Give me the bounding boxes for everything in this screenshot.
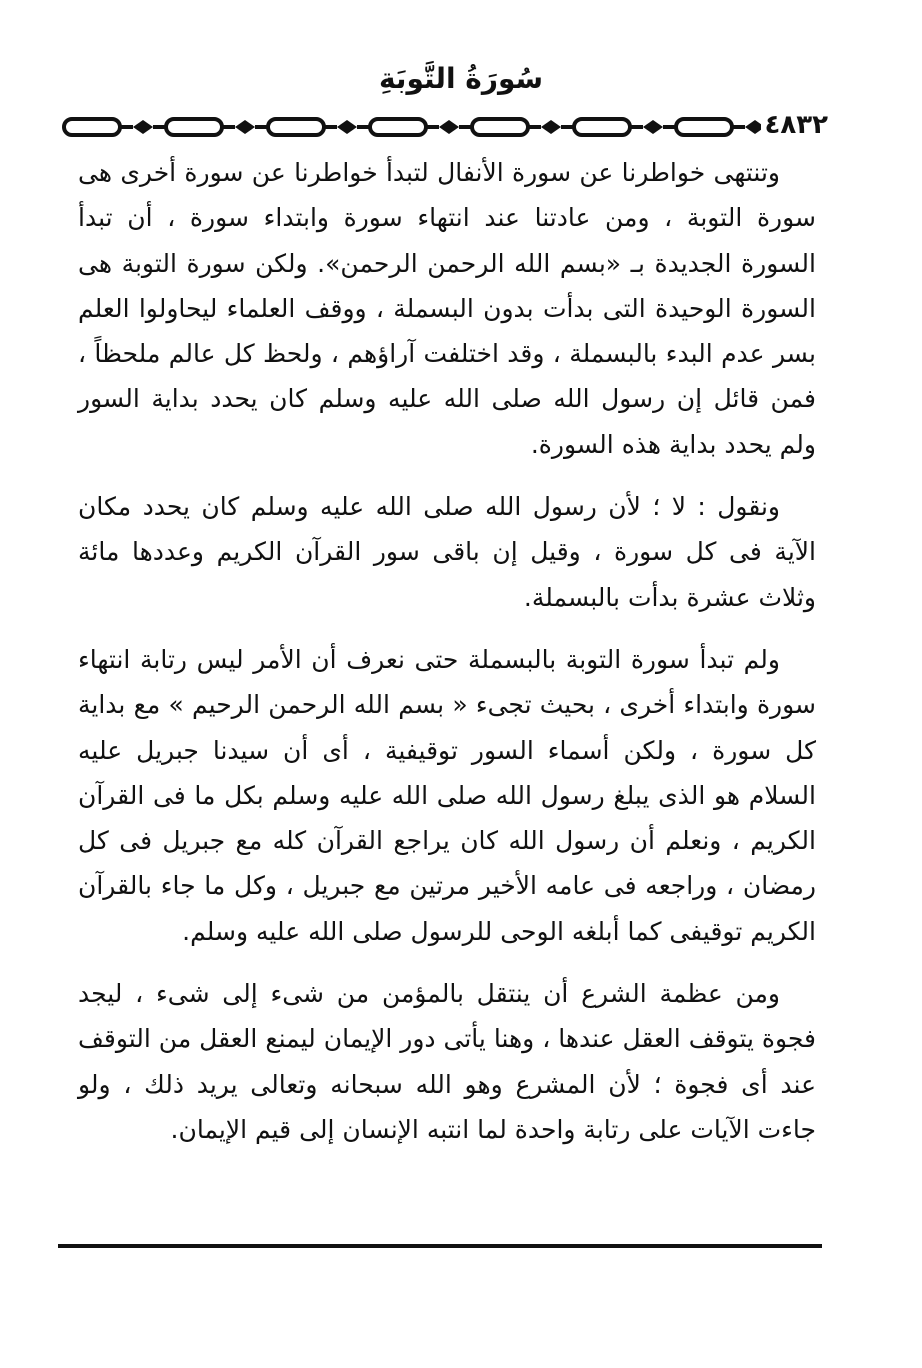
footer-divider bbox=[58, 1244, 822, 1248]
paragraph: ومن عظمة الشرع أن ينتقل بالمؤمن من شىء إلى شىء ، ليجد فجوة يتوقف العقل عندها ، وهنا يأتى دور الإيمان ليمنع العقل من التوقف عند أى فجوة ؛ لأن المشرع وهو الله سبحانه وتعالى يريد ذلك ، ولو جاءت الآيات على رتابة واحدة لما انتبه الإنسان إلى قيم الإيمان. bbox=[78, 979, 816, 1144]
body-text bbox=[78, 150, 816, 1169]
paragraph: ونقول : لا ؛ لأن رسول الله صلى الله عليه وسلم كان يحدد مكان الآية فى كل سورة ، وقيل إن باقى سور القرآن الكريم وعددها مائة وثلاث عشرة بدأت بالبسملة. bbox=[78, 492, 816, 612]
page-number: ٤٨٣٢ bbox=[761, 110, 832, 140]
header-ornament-band bbox=[62, 112, 830, 142]
running-header-title: سُورَةُ التَّوبَةِ bbox=[378, 62, 544, 95]
paragraph: وتنتهى خواطرنا عن سورة الأنفال لتبدأ خواطرنا عن سورة أخرى هى سورة التوبة ، ومن عادتنا عند انتهاء سورة وابتداء سورة ، أن تبدأ السورة الجديدة بـ «بسم الله الرحمن الرحمن». ولكن سورة التوبة هى السورة الوحيدة التى بدأت بدون البسملة ، ووقف العلماء ليحاولوا العلم بسر عدم البدء بالبسملة ، وقد اختلفت آراؤهم ، ولحظ كل عالم ملحظاً ، فمن قائل إن رسول الله صلى الله عليه وسلم كان يحدد بداية السور ولم يحدد بداية هذه السورة. bbox=[78, 158, 816, 459]
paragraph: ولم تبدأ سورة التوبة بالبسملة حتى نعرف أن الأمر ليس رتابة انتهاء سورة وابتداء أخرى ، بحيث تجىء « بسم الله الرحمن الرحيم » مع بداية كل سورة ، ولكن أسماء السور توقيفية ، أى أن سيدنا جبريل عليه السلام هو الذى يبلغ رسول الله صلى الله عليه وسلم بكل ما فى القرآن الكريم ، ونعلم أن رسول الله كان يراجع القرآن كله مع جبريل فى كل رمضان ، وراجعه فى عامه الأخير مرتين مع جبريل ، وكل ما جاء بالقرآن الكريم توقيفى كما أبلغه الوحى للرسول صلى الله عليه وسلم. bbox=[78, 644, 816, 946]
